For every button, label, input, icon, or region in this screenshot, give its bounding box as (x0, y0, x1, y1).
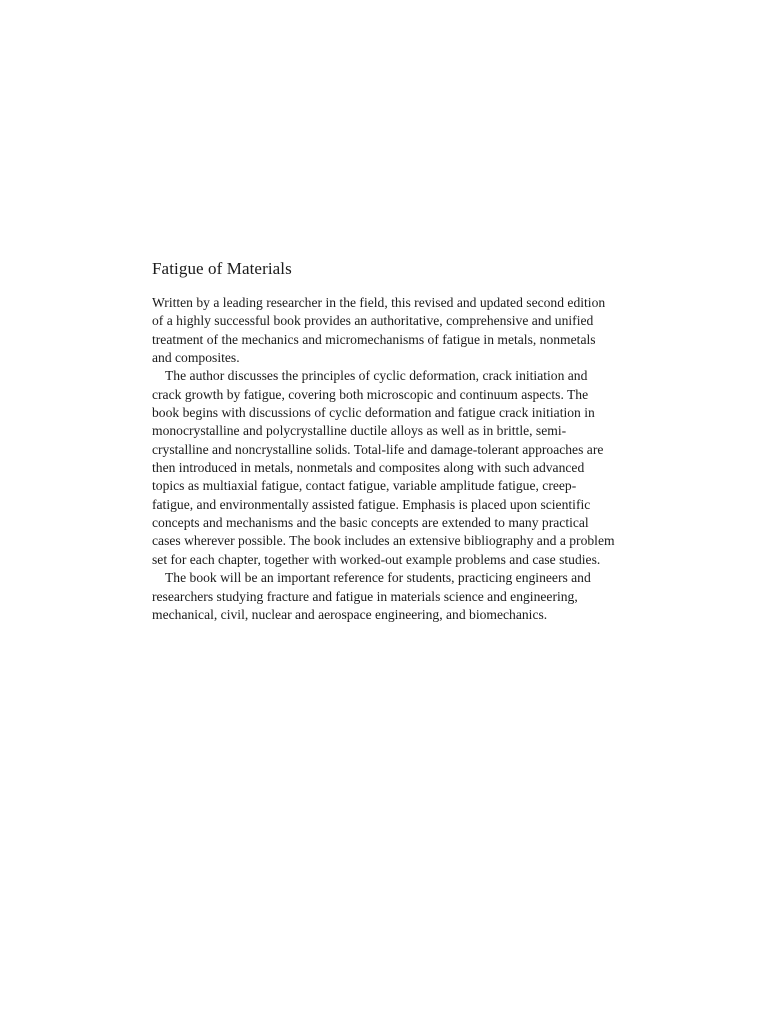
description-body (152, 294, 672, 624)
text-line: monocrystalline and polycrystalline ductile alloys as well as in brittle, semi- (152, 423, 567, 439)
text-line: The book will be an important reference for students, practicing engineers and (165, 570, 591, 586)
paragraph-intro (152, 294, 672, 367)
text-line: and composites. (152, 350, 240, 366)
text-line: crack growth by fatigue, covering both microscopic and continuum aspects. The (152, 386, 589, 402)
text-line: researchers studying fracture and fatigue in materials science and engineering, (152, 588, 578, 604)
text-line: mechanical, civil, nuclear and aerospace engineering, and biomechanics. (152, 606, 548, 622)
text-line: topics as multiaxial fatigue, contact fatigue, variable amplitude fatigue, creep- (152, 478, 577, 494)
text-line: book begins with discussions of cyclic deformation and fatigue crack initiation in (152, 405, 595, 421)
text-line: fatigue, and environmentally assisted fatigue. Emphasis is placed upon scientific (152, 496, 591, 512)
text-line: of a highly successful book provides an authoritative, comprehensive and unified (152, 313, 594, 329)
paragraph-audience (152, 569, 672, 624)
text-line: concepts and mechanisms and the basic concepts are extended to many practical (152, 515, 589, 531)
text-line: then introduced in metals, nonmetals and composites along with such advanced (152, 460, 585, 476)
text-line: set for each chapter, together with worked-out example problems and case studies. (152, 551, 601, 567)
text-line: crystalline and noncrystalline solids. Total-life and damage-tolerant approaches are (152, 441, 604, 457)
text-line: Written by a leading researcher in the field, this revised and updated second edition (152, 295, 606, 310)
text-line: cases wherever possible. The book includes an extensive bibliography and a problem (152, 533, 615, 549)
page-title: Fatigue of Materials (152, 259, 292, 278)
text-line: The author discusses the principles of cyclic deformation, crack initiation and (165, 368, 588, 384)
paragraph-contents (152, 367, 672, 569)
text-line: treatment of the mechanics and micromechanisms of fatigue in metals, nonmetals (152, 331, 596, 347)
